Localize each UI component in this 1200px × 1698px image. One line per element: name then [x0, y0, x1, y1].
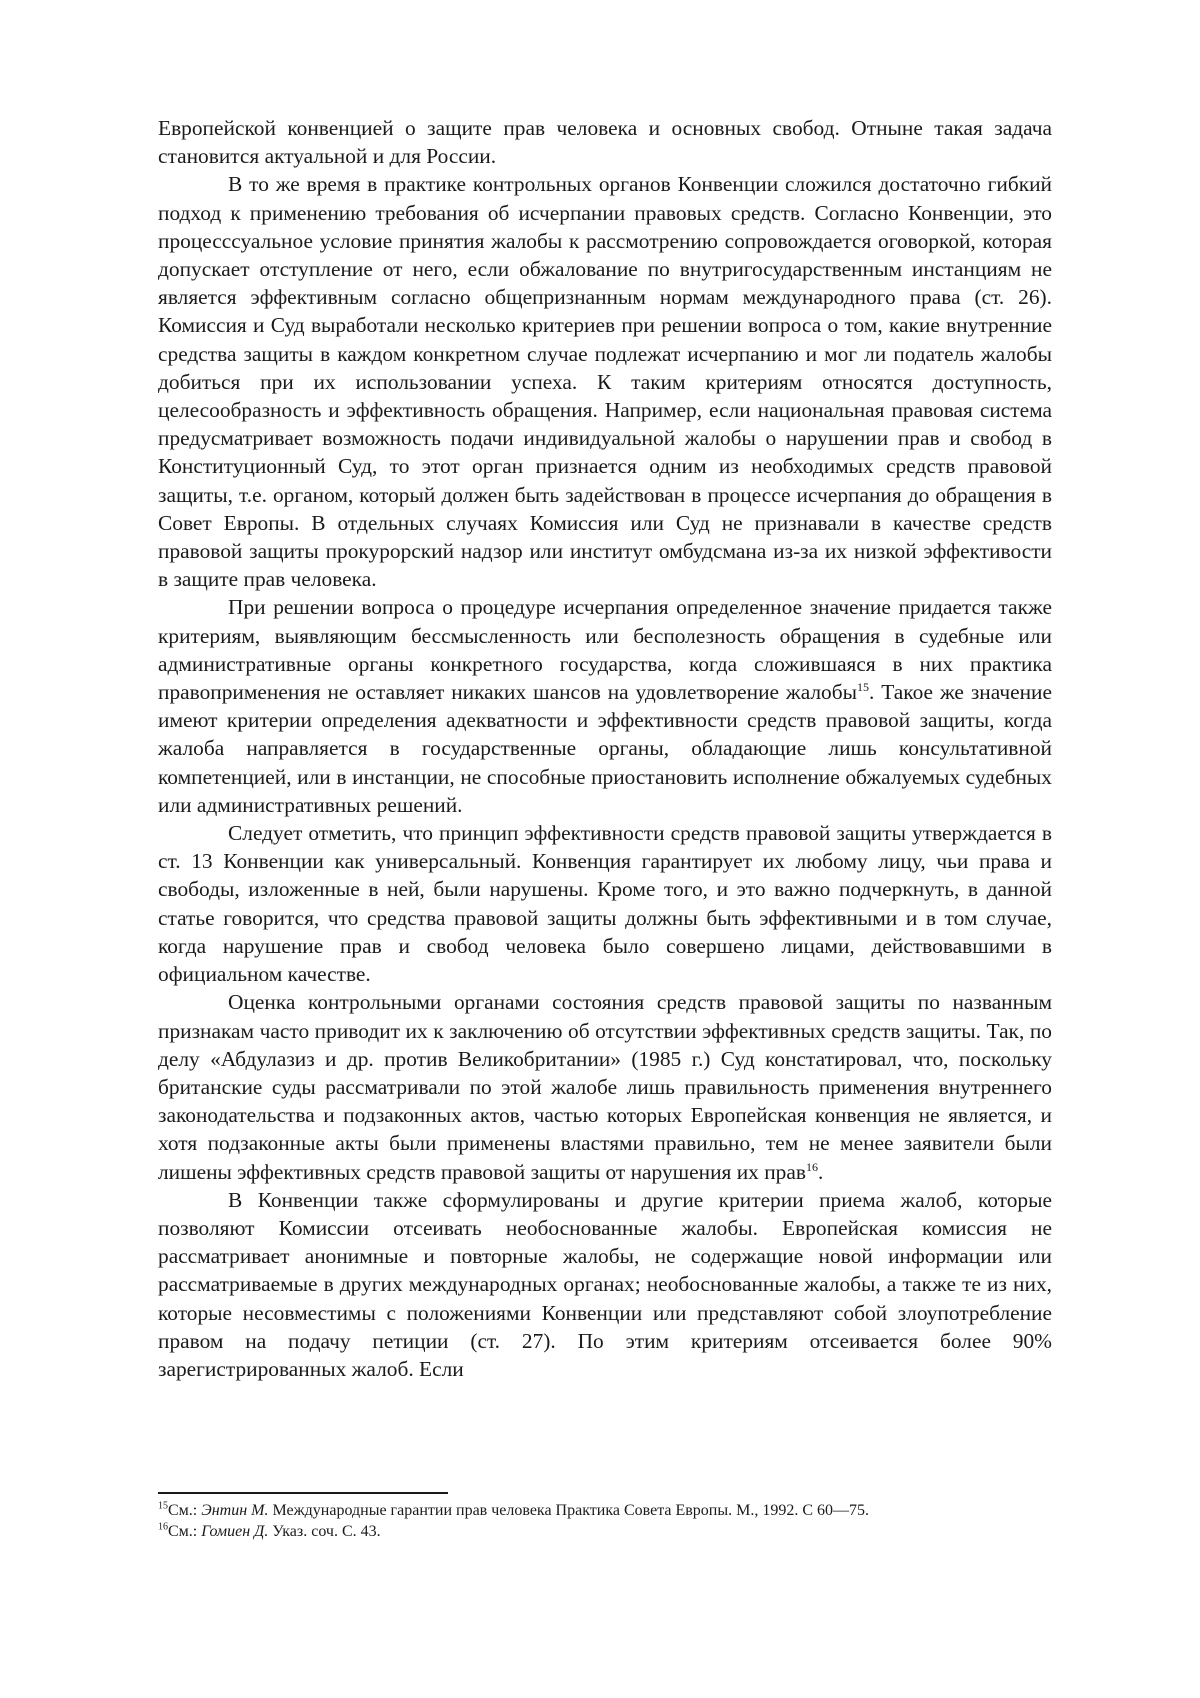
paragraph-flexible-approach: В то же время в практике контрольных органов Конвенции сложился достаточно гибкий подход к применению требования об исчерпании правовых средств. Согласно Конвенции, это процесссуальное условие принятия жалобы к рассмотрению сопровождается оговоркой, которая допускает отступление от него, если обжалование по внутригосударственным инстанциям не является эффективным согласно общепризнанным нормам международного права (ст. 26). Комиссия и Суд выработали несколько критериев при решении вопроса о том, какие внутренние средства защиты в каждом конкретном случае подлежат исчерпанию и мог ли податель жалобы добиться при их использовании успеха. К таким критериям относятся доступность, целесообразность и эффективность обращения. Например, если национальная правовая система предусматривает возможность подачи индивидуальной жалобы о нарушении прав и свобод в Конституционный Суд, то этот орган признается одним из необходимых средств правовой защиты, т.е. органом, который должен быть задействован в процессе исчерпания до обращения в Совет Европы. В отдельных случаях Комиссия или Суд не признавали в качестве средств правовой защиты прокурорский надзор или институт омбудсмана из-за их низкой эффективости в защите прав человека.	[158, 170, 1052, 593]
footnote-ref-15[interactable]: 15	[857, 680, 869, 694]
footnote-divider	[158, 1492, 448, 1494]
paragraph-text: При решении вопроса о процедуре исчерпания определенное значение придается также критериям, выявляющим бессмысленность или бесполезность обращения в судебные или административные органы конкретного государства, когда сложившаяся в них практика правоприменения не оставляет никаких шансов на удовлетворение жалобы	[158, 595, 1052, 704]
footnote-15	[158, 1500, 1052, 1521]
footnote-ref-16[interactable]: 16	[806, 1159, 818, 1173]
paragraph-continued: Европейской конвенцией о защите прав человека и основных свобод. Отныне такая задача становится актуальной и для России.	[158, 114, 1052, 170]
footnotes	[158, 1492, 1052, 1542]
footnote-text: Международные гарантии прав человека Практика Совета Европы. М., 1992. С 60—75.	[268, 1502, 869, 1519]
footnote-number: 15	[158, 1501, 168, 1512]
footnote-text: Указ. соч. С. 43.	[268, 1523, 380, 1540]
footnote-prefix: См.:	[168, 1523, 201, 1540]
footnote-prefix: См.:	[168, 1502, 201, 1519]
paragraph-article-13: Следует отметить, что принцип эффективности средств правовой защиты утверждается в ст. 13 Конвенции как универсальный. Конвенция гарантирует их любому лицу, чьи права и свободы, изложенные в ней, были нарушены. Кроме того, и это важно подчеркнуть, в данной статье говорится, что средства правовой защиты должны быть эффективными и в том случае, когда нарушение прав и свобод человека было совершено лицами, действовавшими в официальном качестве.	[158, 819, 1052, 988]
footnote-number: 16	[158, 1522, 168, 1533]
footnote-author: Энтин М.	[201, 1502, 268, 1519]
paragraph-text: .	[818, 1160, 823, 1184]
paragraph-exhaustion-criteria	[158, 593, 1052, 819]
footnote-16	[158, 1521, 1052, 1542]
paragraph-admissibility-criteria: В Конвенции также сформулированы и другие критерии приема жалоб, которые позволяют Комиссии отсеивать необоснованные жалобы. Европейская комиссия не рассматривает анонимные и повторные жалобы, не содержащие новой информации или рассматриваемые в других международных органах; необоснованные жалобы, а также те из них, которые несовместимы с положениями Конвенции или представляют собой злоупотребление правом на подачу петиции (ст. 27). По этим критериям отсеивается более 90% зарегистрированных жалоб. Если	[158, 1186, 1052, 1383]
footnote-author: Гомиен Д.	[201, 1523, 268, 1540]
main-text	[158, 114, 1052, 1383]
paragraph-text: . Такое же значение имеют критерии определения адекватности и эффективности средств правовой защиты, когда жалоба направляется в государственные органы, обладающие лишь консультативной компетенцией, или в инстанции, не способные приостановить исполнение обжалуемых судебных или административных решений.	[158, 680, 1052, 817]
paragraph-abdulaziz-case	[158, 988, 1052, 1185]
paragraph-text: Оценка контрольными органами состояния средств правовой защиты по названным признакам часто приводит их к заключению об отсутствии эффективных средств защиты. Так, по делу «Абдулазиз и др. против Великобритании» (1985 г.) Суд констатировал, что, поскольку британские суды рассматривали по этой жалобе лишь правильность применения внутреннего законодательства и подзаконных актов, частью которых Европейская конвенция не является, и хотя подзаконные акты были применены властями правильно, тем не менее заявители были лишены эффективных средств правовой защиты от нарушения их прав	[158, 990, 1052, 1183]
